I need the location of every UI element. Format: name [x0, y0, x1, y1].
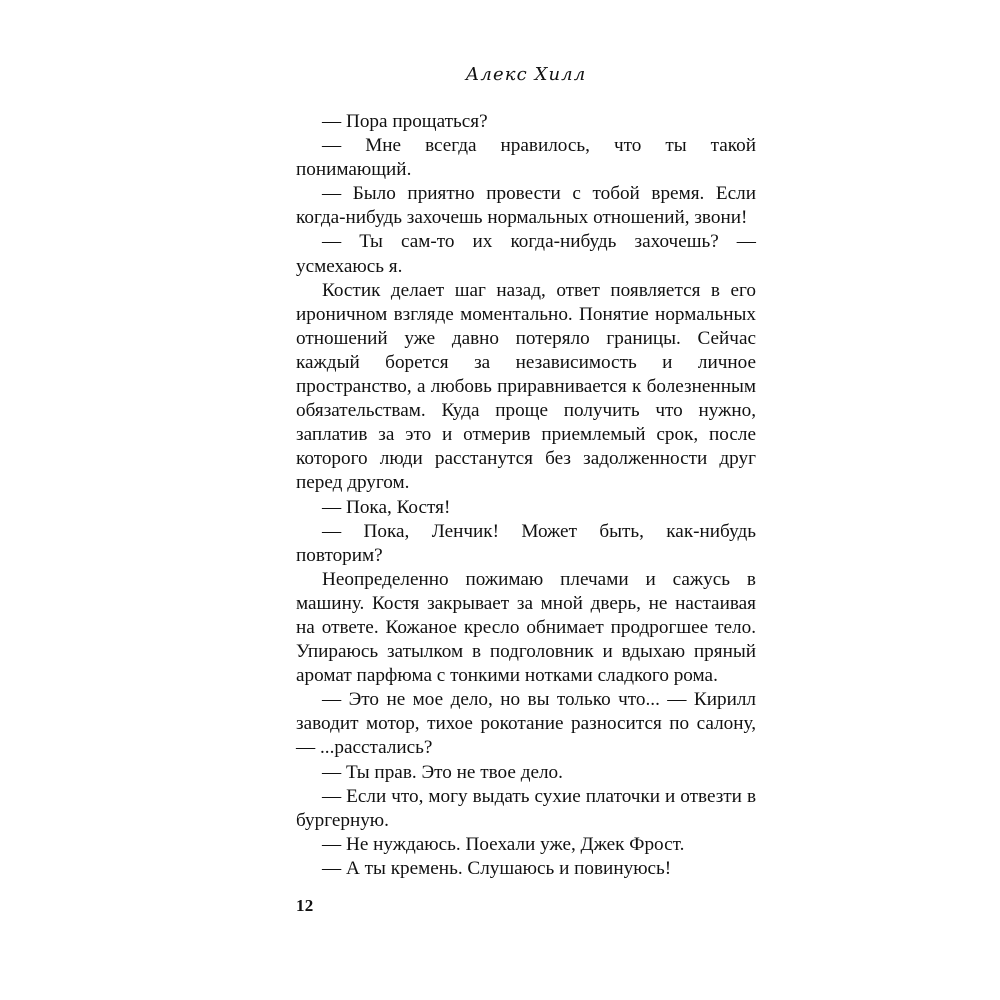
paragraph: — Мне всегда нравилось, что ты такой понимающий. [296, 135, 756, 181]
paragraph: — А ты кремень. Слушаюсь и повинуюсь! [322, 857, 672, 879]
paragraph: — Ты прав. Это не твое дело. [322, 761, 563, 783]
paragraph: — Пора прощаться? [322, 111, 488, 132]
paragraph: Костик делает шаг назад, ответ появляется в его ироничном взгляде моментально. Понятие нормальных отношений уже давно потеряло границы. Сейчас каждый борется за независимость и личное пространство, а любовь приравнивается к болезненным обязательствам. Куда проще получить что нужно, заплатив за это и отмерив приемлемый срок, после которого люди расстанутся без задолженности друг перед другом. [296, 279, 756, 494]
paragraph: — Если что, могу выдать сухие платочки и отвезти в бургерную. [296, 785, 756, 831]
paragraph: — Пока, Костя! [322, 496, 451, 518]
paragraph: — Ты сам-то их когда-нибудь захочешь? — усмехаюсь я. [296, 231, 756, 277]
paragraph: — Это не мое дело, но вы только что... — Кирилл заводит мотор, тихое рокотание разносится по салону, — ...расстались? [296, 689, 756, 759]
body-text-block [296, 110, 756, 881]
paragraph: — Было приятно провести с тобой время. Если когда-нибудь захочешь нормальных отношений, звони! [296, 183, 756, 229]
running-head: Алекс Хилл [465, 64, 587, 85]
paragraph: Неопределенно пожимаю плечами и сажусь в машину. Костя закрывает за мной дверь, не настаивая на ответе. Кожаное кресло обнимает продрогшее тело. Упираюсь затылком в подголовник и вдыхаю пряный аромат парфюма с тонкими нотками сладкого рома. [296, 568, 756, 687]
paragraph: — Не нуждаюсь. Поехали уже, Джек Фрост. [322, 833, 685, 855]
page-number: 12 [296, 896, 314, 915]
paragraph: — Пока, Ленчик! Может быть, как-нибудь повторим? [296, 520, 756, 566]
